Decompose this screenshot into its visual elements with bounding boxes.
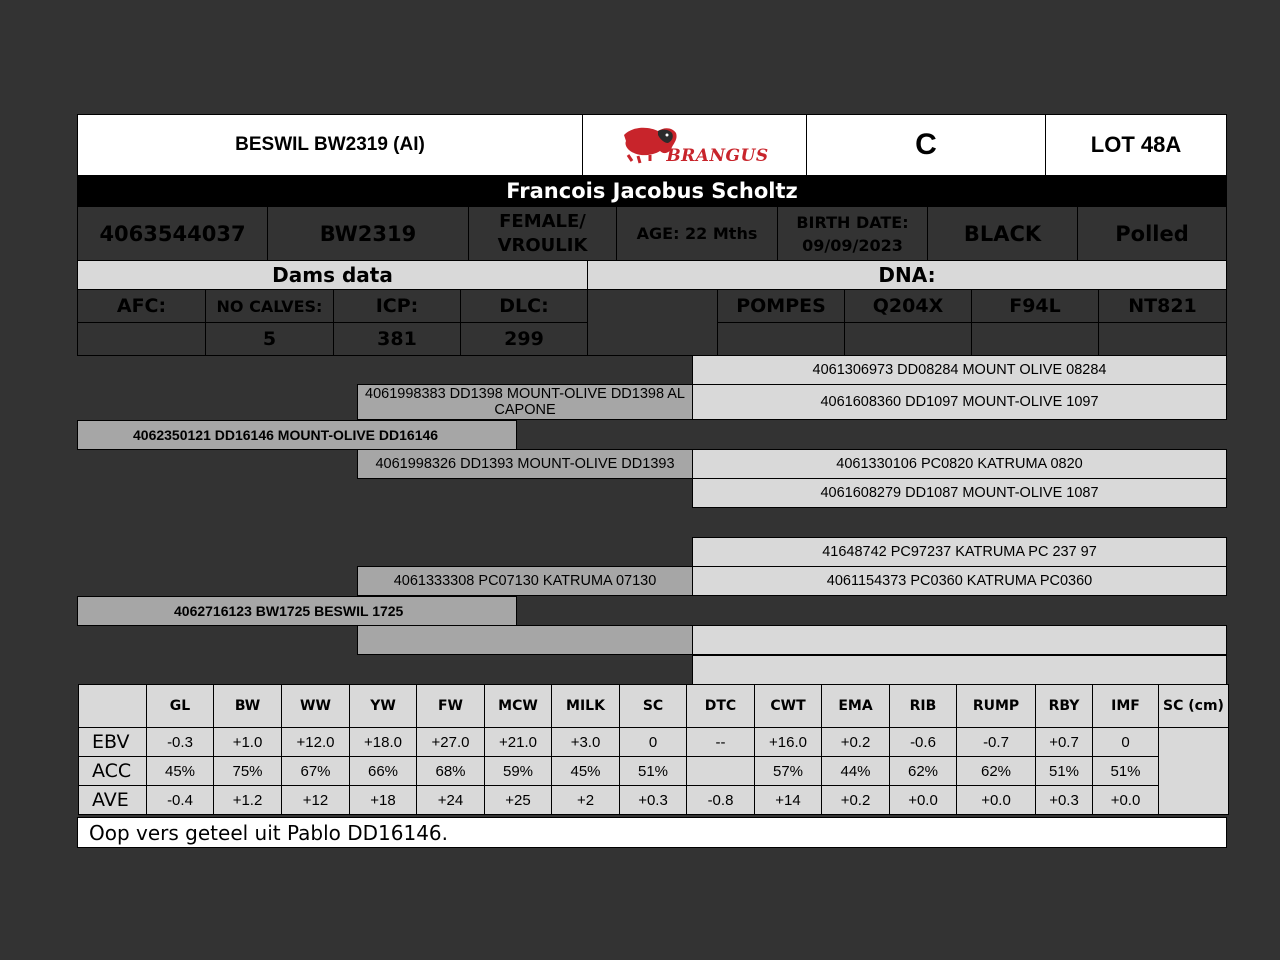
breedplan-value: +18.0 — [350, 728, 417, 757]
dna-header-pompes — [717, 289, 845, 323]
breedplan-col-header: YW — [350, 685, 417, 728]
dams-data-title-text: Dams data — [272, 263, 393, 287]
dams-value-icp — [333, 322, 461, 356]
age-cell — [616, 206, 778, 261]
dna-header-nt821 — [1098, 289, 1227, 323]
breedplan-value: +18 — [350, 786, 417, 815]
lot-number: LOT 48A — [1090, 132, 1182, 157]
birth-date: 09/09/2023 — [802, 235, 903, 255]
class-cell — [806, 114, 1046, 176]
pedigree-dam-sire-sire-text: 41648742 PC97237 KATRUMA PC 237 97 — [822, 544, 1097, 560]
breedplan-value: -0.8 — [687, 786, 755, 815]
dams-header-icp-text: ICP: — [375, 295, 419, 317]
brand-logo-cell — [582, 114, 807, 176]
pedigree-dam-dam — [357, 625, 693, 655]
dna-title — [587, 260, 1227, 290]
comment-text: Oop vers geteel uit Pablo DD16146. — [89, 820, 449, 845]
breedplan-col-header: WW — [282, 685, 350, 728]
breedplan-value: -0.4 — [147, 786, 214, 815]
breedplan-value: +3.0 — [552, 728, 620, 757]
breedplan-value: -0.3 — [147, 728, 214, 757]
breedplan-value: +27.0 — [417, 728, 485, 757]
dna-value-nt821 — [1098, 322, 1227, 356]
breedplan-col-header: RBY — [1036, 685, 1093, 728]
breedplan-row — [79, 728, 1229, 757]
dams-header-icp — [333, 289, 461, 323]
breedplan-value: 0 — [1093, 728, 1159, 757]
breedplan-col-header: DTC — [687, 685, 755, 728]
breedplan-header-row — [79, 685, 1229, 728]
breedplan-value: +0.2 — [822, 786, 890, 815]
breedplan-value: +12 — [282, 786, 350, 815]
breedplan-row — [79, 786, 1229, 815]
pedigree-sire-dam-text: 4061998326 DD1393 MOUNT-OLIVE DD1393 — [375, 456, 675, 472]
sex-line1: FEMALE/ — [499, 210, 586, 232]
dams-value-afc — [77, 322, 206, 356]
breedplan-value: 51% — [1036, 757, 1093, 786]
dams-header-afc — [77, 289, 206, 323]
breedplan-row-label: AVE — [79, 786, 147, 815]
pedigree-dam — [77, 596, 517, 626]
pedigree-sire-sire-dam-text: 4061608360 DD1097 MOUNT-OLIVE 1097 — [820, 394, 1099, 410]
birth-date-cell — [777, 206, 928, 261]
breedplan-col-header: GL — [147, 685, 214, 728]
breedplan-value: 59% — [485, 757, 552, 786]
pedigree-sire-dam-dam-text: 4061608279 DD1087 MOUNT-OLIVE 1087 — [820, 485, 1099, 501]
breedplan-value: +12.0 — [282, 728, 350, 757]
id-number: 4063544037 — [99, 221, 246, 246]
sex-cell — [468, 206, 617, 261]
breedplan-value: 44% — [822, 757, 890, 786]
dna-header-q204x-text: Q204X — [872, 295, 944, 317]
owner-name: Francois Jacobus Scholtz — [506, 179, 798, 203]
breedplan-value: +1.0 — [214, 728, 282, 757]
pedigree-sire-sire-text: 4061998383 DD1398 MOUNT-OLIVE DD1398 AL CAPONE — [365, 386, 685, 418]
dams-value-dlc — [460, 322, 588, 356]
pedigree-sire-sire-sire-text: 4061306973 DD08284 MOUNT OLIVE 08284 — [812, 362, 1107, 378]
pedigree-dam-sire-dam-text: 4061154373 PC0360 KATRUMA PC0360 — [826, 573, 1093, 589]
breedplan-value — [687, 757, 755, 786]
breedplan-col-header: SC — [620, 685, 687, 728]
breedplan-value: 0 — [620, 728, 687, 757]
lot-cell — [1045, 114, 1227, 176]
dna-header-pompes-text: POMPES — [736, 295, 826, 317]
pedigree-sire-dam — [357, 449, 693, 479]
breedplan-value: +14 — [755, 786, 822, 815]
breedplan-value: +16.0 — [755, 728, 822, 757]
breedplan-value: 57% — [755, 757, 822, 786]
breedplan-value: +1.2 — [214, 786, 282, 815]
dams-header-dlc — [460, 289, 588, 323]
breedplan-value: 67% — [282, 757, 350, 786]
breedplan-value: 66% — [350, 757, 417, 786]
pedigree-sire-sire-sire — [692, 355, 1227, 385]
breedplan-value: +25 — [485, 786, 552, 815]
breedplan-col-header: RUMP — [957, 685, 1036, 728]
breedplan-value: +0.7 — [1036, 728, 1093, 757]
breedplan-row-label: ACC — [79, 757, 147, 786]
pedigree-sire-text: 4062350121 DD16146 MOUNT-OLIVE DD16146 — [133, 427, 439, 443]
pedigree-dam-dam-dam — [692, 655, 1227, 685]
breedplan-value: +0.0 — [957, 786, 1036, 815]
brangus-logo-text: BRANGUS — [666, 146, 769, 166]
breedplan-col-header: IMF — [1093, 685, 1159, 728]
pedigree-sire-dam-sire-text: 4061330106 PC0820 KATRUMA 0820 — [836, 456, 1083, 472]
dna-value-pompes — [717, 322, 845, 356]
breedplan-col-header: MILK — [552, 685, 620, 728]
breedplan-value: 62% — [890, 757, 957, 786]
breedplan-value: +21.0 — [485, 728, 552, 757]
dna-header-nt821-text: NT821 — [1128, 295, 1197, 317]
breedplan-value: +0.3 — [620, 786, 687, 815]
pedigree-sire — [77, 420, 517, 450]
breedplan-value: +0.3 — [1036, 786, 1093, 815]
dams-value-calves-text: 5 — [262, 328, 277, 350]
breedplan-value: 51% — [620, 757, 687, 786]
breedplan-table — [78, 684, 1229, 815]
breedplan-col-header: SC (cm) — [1159, 685, 1229, 728]
pedigree-dam-sire — [357, 566, 693, 596]
horn-status: Polled — [1115, 221, 1189, 246]
comment-row — [77, 817, 1227, 848]
breedplan-value: +2 — [552, 786, 620, 815]
pedigree-sire-dam-dam — [692, 478, 1227, 508]
dams-value-dlc-text: 299 — [504, 328, 544, 350]
breedplan-col-header: BW — [214, 685, 282, 728]
dna-title-text: DNA: — [878, 263, 936, 287]
class-value: C — [915, 128, 937, 161]
dams-header-afc-text: AFC: — [116, 295, 167, 317]
breedplan-row-label: EBV — [79, 728, 147, 757]
dams-data-title — [77, 260, 588, 290]
pedigree-dam-sire-text: 4061333308 PC07130 KATRUMA 07130 — [393, 573, 657, 589]
dna-blank-cell — [587, 289, 718, 356]
breedplan-value: 62% — [957, 757, 1036, 786]
dams-value-calves — [205, 322, 334, 356]
breedplan-value: 75% — [214, 757, 282, 786]
sex-line2: VROULIK — [497, 234, 588, 256]
dams-header-dlc-text: DLC: — [499, 295, 549, 317]
breedplan-value: -- — [687, 728, 755, 757]
pedigree-dam-sire-dam — [692, 566, 1227, 596]
age: AGE: 22 Mths — [636, 224, 758, 243]
pedigree-dam-text: 4062716123 BW1725 BESWIL 1725 — [174, 603, 404, 619]
animal-name-cell — [77, 114, 583, 176]
dna-header-q204x — [844, 289, 972, 323]
dna-value-f94l — [971, 322, 1099, 356]
pedigree-dam-sire-sire — [692, 537, 1227, 567]
breedplan-value: 68% — [417, 757, 485, 786]
breedplan-col-header: EMA — [822, 685, 890, 728]
breedplan-value: +24 — [417, 786, 485, 815]
dams-header-calves-text: NO CALVES: — [216, 296, 323, 316]
breedplan-value: +0.2 — [822, 728, 890, 757]
breedplan-row — [79, 757, 1229, 786]
breedplan-col-header: RIB — [890, 685, 957, 728]
breedplan-corner-cell — [79, 685, 147, 728]
dna-value-q204x — [844, 322, 972, 356]
colour-cell — [927, 206, 1078, 261]
dams-header-calves — [205, 289, 334, 323]
pedigree-sire-sire — [357, 384, 693, 420]
breedplan-value: -0.7 — [957, 728, 1036, 757]
id-number-cell — [77, 206, 268, 261]
tag-cell — [267, 206, 469, 261]
breedplan-value: -0.6 — [890, 728, 957, 757]
animal-name: BESWIL BW2319 (AI) — [235, 134, 425, 155]
breedplan-sc-cm-cell — [1159, 728, 1229, 815]
colour: BLACK — [963, 221, 1042, 246]
breedplan-col-header: CWT — [755, 685, 822, 728]
breedplan-value: 45% — [552, 757, 620, 786]
breedplan-value: +0.0 — [1093, 786, 1159, 815]
breedplan-col-header: MCW — [485, 685, 552, 728]
tag-number: BW2319 — [319, 221, 417, 246]
breedplan-value: 51% — [1093, 757, 1159, 786]
dna-header-f94l — [971, 289, 1099, 323]
pedigree-sire-sire-dam — [692, 384, 1227, 420]
dna-header-f94l-text: F94L — [1009, 295, 1061, 317]
breedplan-value: +0.0 — [890, 786, 957, 815]
breedplan-col-header: FW — [417, 685, 485, 728]
pedigree-sire-dam-sire — [692, 449, 1227, 479]
horn-status-cell — [1077, 206, 1227, 261]
breedplan-value: 45% — [147, 757, 214, 786]
pedigree-dam-dam-sire — [692, 625, 1227, 655]
dams-value-icp-text: 381 — [377, 328, 417, 350]
birth-date-label: BIRTH DATE: — [796, 212, 909, 232]
owner-bar — [77, 175, 1227, 207]
